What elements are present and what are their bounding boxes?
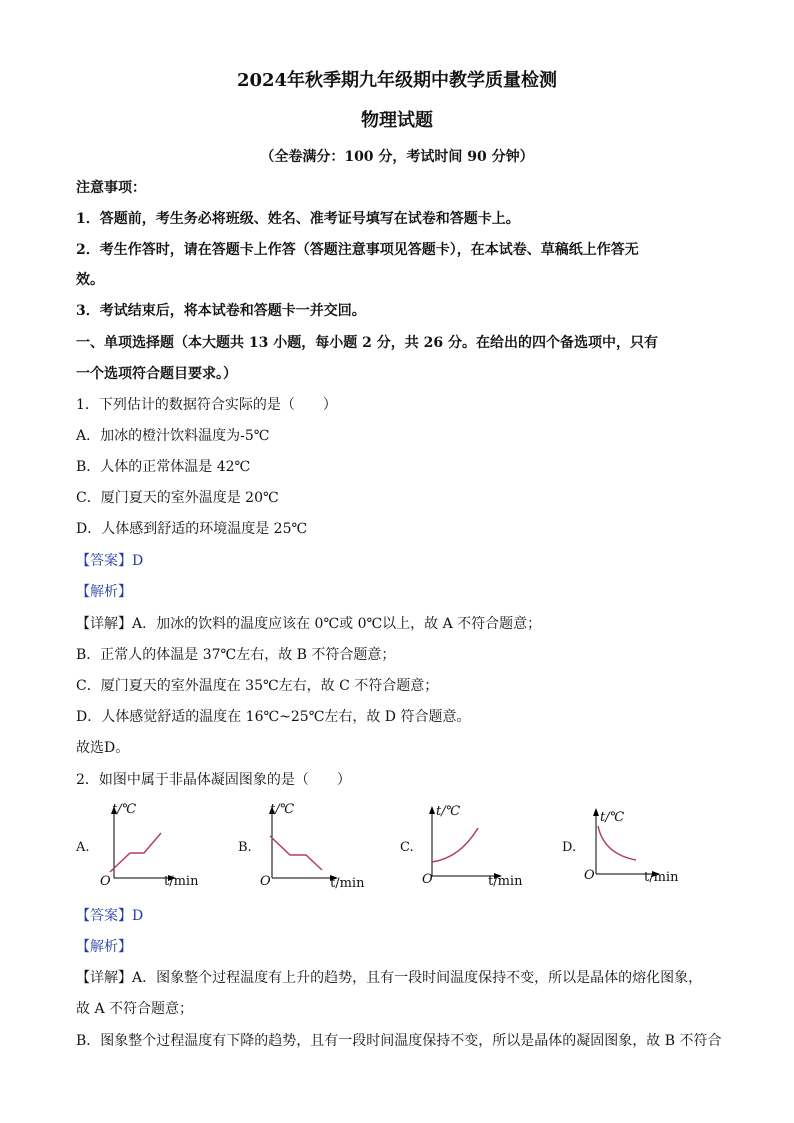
graph-d-letter: D. bbox=[562, 840, 577, 855]
notice-item: 3．考试结束后，将本试卷和答题卡一并交回。 bbox=[76, 303, 366, 319]
q1-option-a: A．加冰的橙汁饮料温度为-5℃ bbox=[76, 428, 270, 444]
q1-detail: D．人体感觉舒适的温度在 16℃~25℃左右，故 D 符合题意。 bbox=[76, 709, 471, 725]
section-heading-cont: 一个选项符合题目要求。） bbox=[76, 366, 237, 382]
graph-c-xlabel: t/min bbox=[488, 874, 523, 889]
section-heading: 一、单项选择题（本大题共 13 小题，每小题 2 分，共 26 分。在给出的四个备选项中，只有 bbox=[76, 335, 658, 351]
graph-c-letter: C. bbox=[400, 840, 414, 855]
q2-analysis-label: 【解析】 bbox=[76, 939, 132, 955]
graph-b-origin: O bbox=[260, 874, 271, 889]
graph-b-letter: B. bbox=[238, 840, 252, 855]
graph-c-origin: O bbox=[422, 872, 433, 887]
notice-item: 效。 bbox=[76, 272, 104, 288]
q1-answer: 【答案】D bbox=[76, 553, 144, 569]
q1-analysis-label: 【解析】 bbox=[76, 584, 132, 600]
graph-c-ylabel: t/℃ bbox=[436, 804, 461, 819]
graph-a-xlabel: t/min bbox=[164, 874, 199, 889]
graph-d-plot bbox=[560, 800, 700, 900]
graph-a-origin: O bbox=[100, 874, 111, 889]
q2-detail: B．图象整个过程温度有下降的趋势，且有一段时间温度保持不变，所以是晶体的凝固图象，故 B 不符合 bbox=[76, 1033, 722, 1049]
graph-b-xlabel: t/min bbox=[330, 876, 365, 891]
graph-d-ylabel: t/℃ bbox=[600, 810, 625, 825]
notice-heading: 注意事项： bbox=[76, 180, 146, 196]
q1-detail: C．厦门夏天的室外温度在 35℃左右，故 C 不符合题意； bbox=[76, 678, 439, 694]
notice-item: 2．考生作答时，请在答题卡上作答（答题注意事项见答题卡），在本试卷、草稿纸上作答无 bbox=[76, 242, 639, 258]
question-1-stem: 1．下列估计的数据符合实际的是（ ） bbox=[76, 397, 337, 413]
question-2-stem: 2．如图中属于非晶体凝固图象的是（ ） bbox=[76, 772, 351, 788]
notice-item: 1．答题前，考生务必将班级、姓名、准考证号填写在试卷和答题卡上。 bbox=[76, 211, 520, 227]
q2-answer: 【答案】D bbox=[76, 908, 144, 924]
graph-c bbox=[398, 800, 538, 900]
exam-meta: （全卷满分：100 分，考试时间 90 分钟） bbox=[260, 149, 534, 165]
graph-a-ylabel: t/℃ bbox=[112, 802, 137, 817]
graph-d-xlabel: t/min bbox=[644, 870, 679, 885]
graph-b bbox=[234, 800, 374, 900]
q2-detail: 【详解】A．图象整个过程温度有上升的趋势，且有一段时间温度保持不变，所以是晶体的熔化图象， bbox=[76, 970, 703, 986]
q2-detail: 故 A 不符合题意； bbox=[76, 1001, 194, 1017]
q1-option-c: C．厦门夏天的室外温度是 20℃ bbox=[76, 490, 279, 506]
graph-a bbox=[72, 800, 212, 900]
graph-d-origin: O bbox=[584, 868, 595, 883]
subject-title: 物理试题 bbox=[361, 110, 433, 131]
q1-option-b: B．人体的正常体温是 42℃ bbox=[76, 459, 251, 475]
q1-detail: 【详解】A．加冰的饮料的温度应该在 0℃或 0℃以上，故 A 不符合题意； bbox=[76, 616, 542, 632]
graph-b-ylabel: t/℃ bbox=[270, 802, 295, 817]
exam-title: 2024年秋季期九年级期中教学质量检测 bbox=[236, 70, 558, 91]
q1-detail: 故选D。 bbox=[76, 740, 130, 756]
graph-d bbox=[560, 800, 700, 900]
q1-detail: B．正常人的体温是 37℃左右，故 B 不符合题意； bbox=[76, 647, 396, 663]
q1-option-d: D．人体感到舒适的环境温度是 25℃ bbox=[76, 521, 308, 537]
graph-a-letter: A. bbox=[76, 840, 90, 855]
